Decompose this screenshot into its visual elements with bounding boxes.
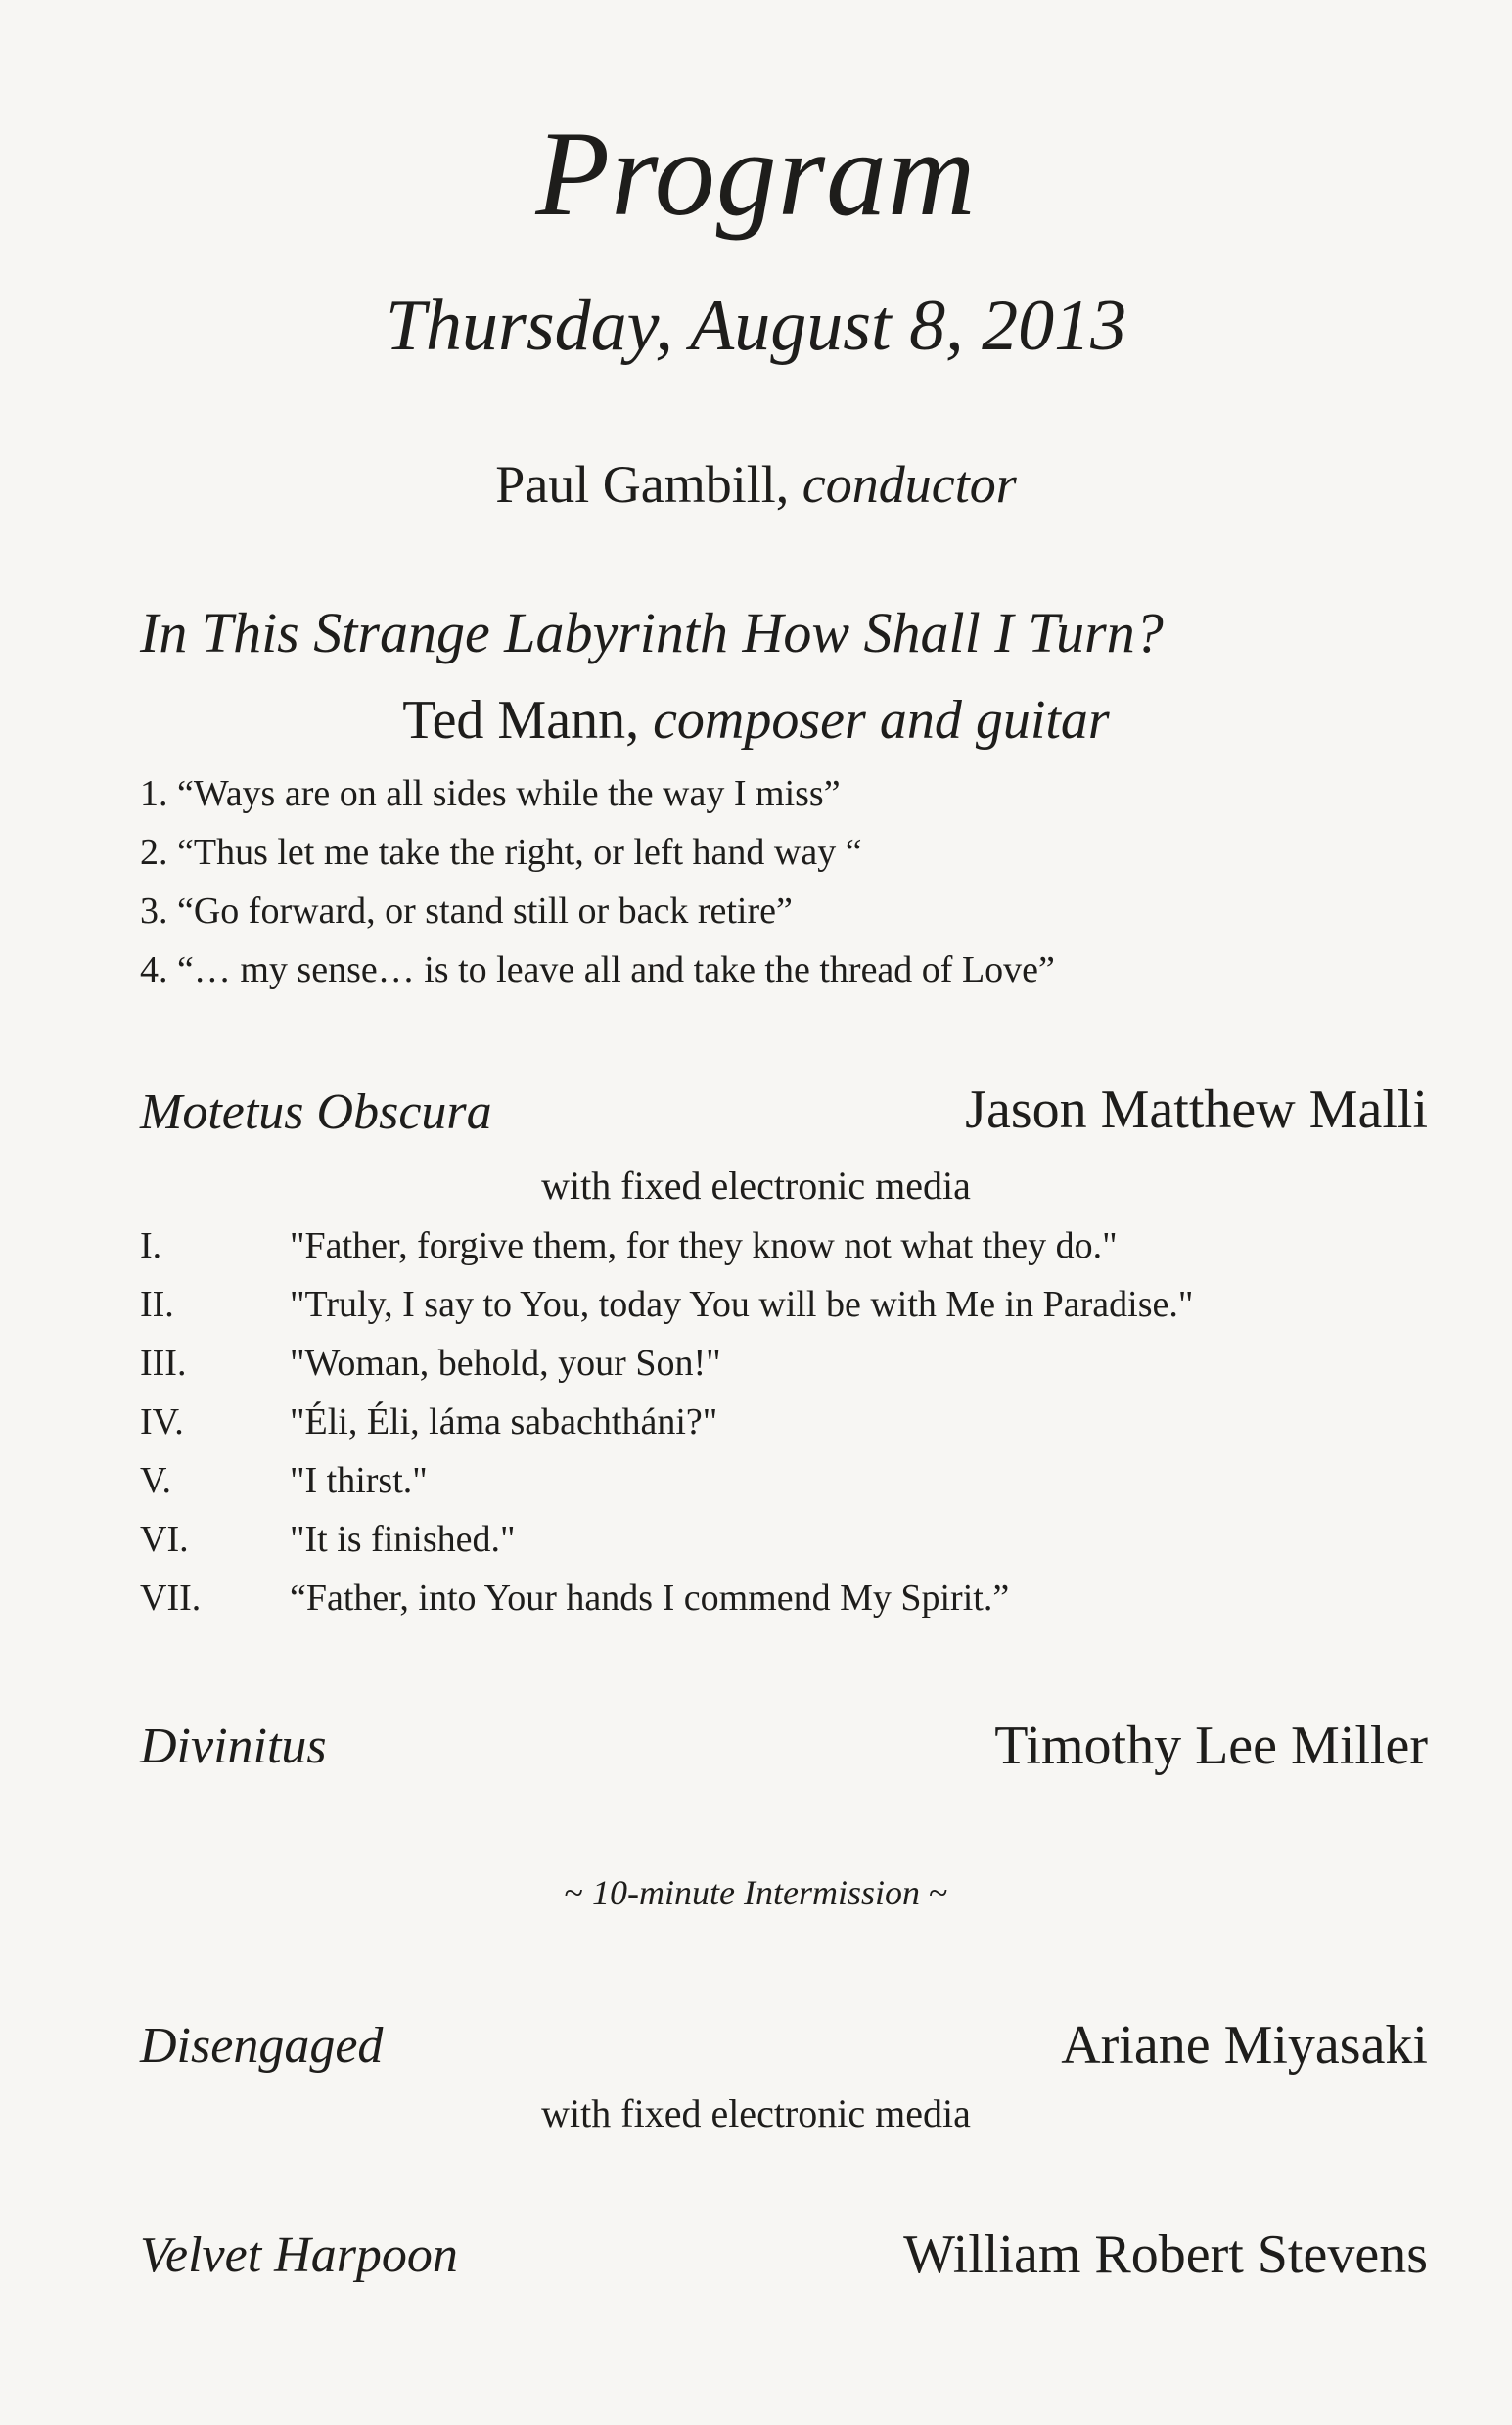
composer-name: William Robert Stevens [903,2224,1428,2285]
movement-text: "I thirst." [290,1460,428,1501]
movement-text: "It is finished." [290,1519,516,1560]
movement-text: "Woman, behold, your Son!" [290,1343,721,1384]
movement-item: 2. “Thus let me take the right, or left hand way “ [140,832,862,873]
movement-numeral: VI. [140,1519,189,1560]
tilde-left: ~ [564,1873,593,1912]
piece-title-disengaged: Disengaged [140,2018,384,2074]
piece-title-velvet-harpoon: Velvet Harpoon [140,2227,458,2283]
composer-name: Ted Mann, [402,690,640,751]
movement-item: 1. “Ways are on all sides while the way I miss” [140,773,841,814]
movement-numeral: III. [140,1343,187,1384]
instrumentation-note: with fixed electronic media [541,1164,971,1208]
intermission-line [0,1869,1512,1916]
conductor-role: conductor [802,455,1017,514]
movement-numeral: II. [140,1284,174,1325]
conductor-name: Paul Gambill, [495,455,790,514]
movement-numeral: VII. [140,1578,202,1619]
composer-name: Ariane Miyasaki [1061,2015,1428,2076]
composer-name: Jason Matthew Malli [965,1079,1428,1140]
instrumentation-note: with fixed electronic media [541,2091,971,2135]
piece-title-labyrinth: In This Strange Labyrinth How Shall I Turn? [140,601,1164,664]
movement-item: 4. “… my sense… is to leave all and take the thread of Love” [140,949,1055,990]
piece-title-divinitus: Divinitus [140,1718,327,1774]
movement-numeral: IV. [140,1401,184,1442]
tilde-right: ~ [919,1873,948,1912]
movement-text: "Truly, I say to You, today You will be with Me in Paradise." [290,1284,1194,1325]
composer-name: Timothy Lee Miller [994,1716,1428,1776]
movement-text: “Father, into Your hands I commend My Spirit.” [290,1578,1010,1619]
movement-text: "Father, forgive them, for they know not what they do." [290,1225,1118,1266]
piece-credit-labyrinth [0,685,1512,755]
composer-role: composer and guitar [653,690,1110,751]
movement-numeral: V. [140,1460,172,1501]
intermission-label: 10-minute Intermission [592,1873,920,1912]
conductor-line [0,450,1512,519]
concert-date: Thursday, August 8, 2013 [385,286,1127,366]
movement-item: 3. “Go forward, or stand still or back retire” [140,891,793,932]
piece-title-motetus: Motetus Obscura [140,1084,492,1140]
movement-text: "Éli, Éli, láma sabachtháni?" [290,1401,718,1442]
movement-numeral: I. [140,1225,162,1266]
page-title: Program [535,107,977,241]
